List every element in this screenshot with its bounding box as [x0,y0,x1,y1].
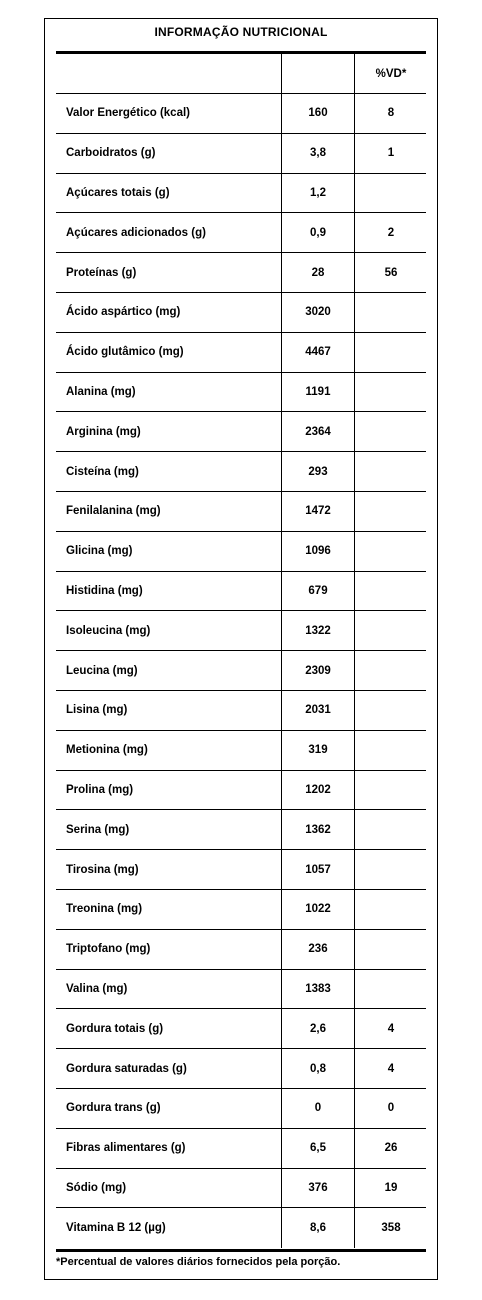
nutrient-daily-value: 2 [354,213,427,252]
table-row [56,691,426,731]
table-row [56,572,426,612]
nutrient-name: Gordura saturadas (g) [66,1062,187,1075]
table-row [56,1169,426,1209]
nutrient-amount: 1191 [281,373,354,412]
nutrient-name: Gordura trans (g) [66,1102,161,1115]
header-amount-cell [281,54,354,93]
nutrient-amount: 1383 [281,970,354,1009]
table-row [56,373,426,413]
nutrient-daily-value: 26 [354,1129,427,1168]
nutrient-daily-value: 4 [354,1009,427,1048]
nutrient-name: Proteínas (g) [66,266,137,279]
nutrient-daily-value [354,293,427,332]
nutrient-name: Vitamina B 12 (µg) [66,1222,166,1235]
nutrient-name: Prolina (mg) [66,783,134,796]
table-row [56,731,426,771]
table-row [56,134,426,174]
nutrient-daily-value [354,930,427,969]
nutrient-name: Histidina (mg) [66,584,143,597]
nutrient-daily-value: 358 [354,1208,427,1248]
nutrient-name: Fenilalanina (mg) [66,505,161,518]
nutrient-amount: 3,8 [281,134,354,173]
nutrient-daily-value: 0 [354,1089,427,1128]
nutrient-amount: 376 [281,1169,354,1208]
table-row [56,293,426,333]
table-row [56,253,426,293]
nutrient-name: Isoleucina (mg) [66,624,151,637]
nutrient-amount: 1362 [281,810,354,849]
table-header-row [56,54,426,94]
table-row [56,850,426,890]
nutrient-name: Tirosina (mg) [66,863,139,876]
nutrient-daily-value: 8 [354,94,427,133]
nutrient-amount: 1,2 [281,174,354,213]
nutrient-amount: 4467 [281,333,354,372]
nutrient-amount: 0,8 [281,1049,354,1088]
nutrient-name: Leucina (mg) [66,664,138,677]
nutrient-name: Ácido aspártico (mg) [66,306,181,319]
nutrient-name: Alanina (mg) [66,385,136,398]
nutrient-name: Triptofano (mg) [66,943,151,956]
nutrient-daily-value [354,333,427,372]
nutrient-daily-value [354,174,427,213]
nutrient-name: Lisina (mg) [66,704,128,717]
table-row [56,213,426,253]
nutrient-daily-value [354,373,427,412]
table-row [56,651,426,691]
nutrient-amount: 0,9 [281,213,354,252]
nutrient-daily-value [354,412,427,451]
nutrient-amount: 1057 [281,850,354,889]
nutrient-name: Valor Energético (kcal) [66,107,190,120]
nutrient-amount: 1022 [281,890,354,929]
nutrient-name: Arginina (mg) [66,425,141,438]
nutrient-amount: 1322 [281,611,354,650]
table-row [56,970,426,1010]
nutrient-amount: 28 [281,253,354,292]
nutrient-daily-value: 4 [354,1049,427,1088]
table-row [56,174,426,214]
table-row [56,810,426,850]
nutrient-amount: 1202 [281,771,354,810]
table-row [56,1129,426,1169]
nutrient-amount: 1096 [281,532,354,571]
header-name-cell [56,54,281,93]
nutrient-daily-value: 1 [354,134,427,173]
table-row [56,94,426,134]
nutrient-daily-value [354,850,427,889]
nutrient-amount: 319 [281,731,354,770]
nutrient-name: Açúcares adicionados (g) [66,226,206,239]
nutrient-name: Cisteína (mg) [66,465,139,478]
nutrient-amount: 293 [281,452,354,491]
nutrient-daily-value [354,890,427,929]
nutrient-amount: 679 [281,572,354,611]
table-row [56,1049,426,1089]
nutrient-daily-value [354,492,427,531]
nutrient-amount: 2,6 [281,1009,354,1048]
nutrient-daily-value: 56 [354,253,427,292]
nutrient-amount: 8,6 [281,1208,354,1248]
table-row [56,1009,426,1049]
nutrition-table [56,54,426,1248]
table-body [56,94,426,1248]
nutrient-amount: 0 [281,1089,354,1128]
nutrient-name: Serina (mg) [66,823,130,836]
table-row [56,930,426,970]
nutrient-amount: 6,5 [281,1129,354,1168]
nutrient-daily-value [354,691,427,730]
nutrient-daily-value: 19 [354,1169,427,1208]
nutrient-daily-value [354,532,427,571]
nutrient-name: Glicina (mg) [66,545,133,558]
table-row [56,611,426,651]
nutrient-daily-value [354,651,427,690]
nutrient-name: Treonina (mg) [66,903,143,916]
header-vd-cell: %VD* [354,54,427,93]
nutrient-daily-value [354,611,427,650]
table-row [56,412,426,452]
nutrient-name: Metionina (mg) [66,744,148,757]
table-row [56,333,426,373]
table-row [56,1208,426,1248]
footnote: *Percentual de valores diários fornecidos pela porção. [56,1256,341,1268]
table-row [56,1089,426,1129]
nutrient-daily-value [354,970,427,1009]
nutrient-name: Ácido glutâmico (mg) [66,346,184,359]
table-row [56,771,426,811]
nutrient-name: Açúcares totais (g) [66,186,170,199]
nutrient-amount: 1472 [281,492,354,531]
bottom-divider [56,1249,426,1252]
nutrient-daily-value [354,731,427,770]
nutrient-name: Sódio (mg) [66,1181,127,1194]
nutrient-amount: 236 [281,930,354,969]
nutrition-facts-label [44,18,438,1280]
nutrient-amount: 160 [281,94,354,133]
nutrient-daily-value [354,572,427,611]
nutrient-name: Fibras alimentares (g) [66,1142,186,1155]
nutrient-amount: 2364 [281,412,354,451]
nutrient-daily-value [354,771,427,810]
nutrient-name: Valina (mg) [66,982,128,995]
table-row [56,452,426,492]
nutrient-name: Carboidratos (g) [66,147,156,160]
nutrient-name: Gordura totais (g) [66,1022,164,1035]
table-row [56,532,426,572]
nutrient-daily-value [354,810,427,849]
nutrient-amount: 2031 [281,691,354,730]
table-row [56,492,426,532]
nutrient-amount: 3020 [281,293,354,332]
table-row [56,890,426,930]
nutrient-daily-value [354,452,427,491]
nutrient-amount: 2309 [281,651,354,690]
label-title: INFORMAÇÃO NUTRICIONAL [154,25,328,39]
